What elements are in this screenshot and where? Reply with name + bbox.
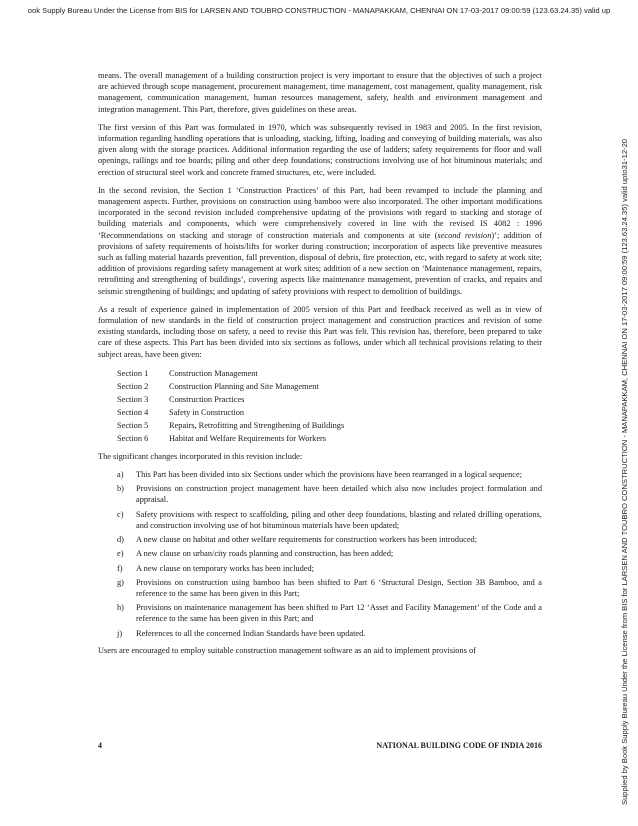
section-row [117, 406, 542, 419]
paragraph-second-revision [98, 185, 542, 297]
italic-second-revision: second revision [437, 230, 492, 240]
page-number: 4 [98, 741, 102, 750]
section-number: Section 6 [117, 433, 149, 443]
change-item [98, 577, 542, 599]
paragraph-second-revision-part2: )’; addition of provisions of safety requirements of hoists/lifts for worker during construction; incorporation of aspects like preventive measures such as falling material hazards prevention, fall prevention, disposal of debris, fire protection, etc, with regard to safety at work site; addition of provisions regarding safety management at work sites; addition of a new section on ‘Maintenance management, repairs, retrofitting and strengthening of buildings’, covering aspects like maintenance management, prevention of cracks, and repairs and seismic strengthening of buildings; and updating of safety provisions with respect to demolition of buildings. [98, 230, 543, 296]
document-title: NATIONAL BUILDING CODE OF INDIA 2016 [376, 741, 542, 750]
section-number: Section 1 [117, 368, 149, 378]
change-letter: e) [117, 549, 124, 559]
change-text: Provisions on maintenance management has been shifted to Part 12 ‘Asset and Facility Management’ of the Code and a reference to the same has been given in this Part; and [136, 603, 542, 624]
change-item [98, 602, 542, 624]
paragraph-second-revision-part1: In the second revision, the Section 1 ‘Construction Practices’ of this Part, had been revamped to include the planning and management aspects. Further, provisions on construction using bamboo were also incorporated. The other important modifications incorporated in the second revision included comprehensive updating of the provisions with regard to stacking and storage of building materials and components, which were comprehensively covered in line with the revised IS 4082 : 1996 ‘Recommendations on stacking and storage of construction materials and components at site ( [98, 185, 542, 240]
change-item [98, 509, 542, 531]
paragraph-software-note: Users are encouraged to employ suitable construction management software as an aid to implement provisions of [98, 645, 476, 655]
change-item [98, 563, 542, 574]
section-number: Section 3 [117, 394, 149, 404]
change-text: Provisions on construction using bamboo has been shifted to Part 6 ‘Structural Design, Section 3B Bamboo, and a reference to the same has been given in this Part; [136, 577, 542, 598]
change-item [98, 534, 542, 545]
changes-list [98, 469, 542, 639]
change-letter: h) [117, 603, 124, 613]
change-item [98, 483, 542, 505]
change-text: This Part has been divided into six Sections under which the provisions have been rearranged in a logical sequence; [136, 470, 523, 480]
change-letter: a) [117, 470, 124, 480]
paragraph-first-version: The first version of this Part was formulated in 1970, which was subsequently revised in 1983 and 2005. In the first revision, information regarding handling operations that is unloading, stacking, lifting, loading and conveying of building materials, was also given along with the storage practices. Additional information regarding the use of ladders; safety requirements for floor and wall openings, railings and toe boards; piling and other deep foundations; constructions involving use of hot bituminous materials; and erection of structural steel work and concrete framed structures, etc, were included. [98, 122, 542, 177]
section-title: Construction Management [169, 368, 258, 378]
page-body [98, 70, 542, 663]
change-letter: g) [117, 577, 124, 587]
paragraph-current-revision: As a result of experience gained in implementation of 2005 version of this Part and feedback received as well as in view of formulation of new standards in the field of construction project management and construction practices and revision of some existing standards, including those on safety, a need to revise this Part was felt. This revision has, therefore, been prepared to take care of these aspects. This Part has been divided into six sections as follows, under which all technical provisions relating to their subject areas, have been given: [98, 304, 542, 359]
change-letter: f) [117, 563, 123, 573]
section-title: Habitat and Welfare Requirements for Workers [169, 433, 327, 443]
section-row [117, 367, 542, 380]
change-text: References to all the concerned Indian Standards have been updated. [136, 628, 366, 638]
section-number: Section 4 [117, 407, 149, 417]
section-title: Construction Practices [169, 394, 245, 404]
license-watermark-top: ook Supply Bureau Under the License from BIS for LARSEN AND TOUBRO CONSTRUCTION - MANAPAKKAM, CHENNAI ON 17-03-2017 09:00:59 (123.63.24.35) valid up [27, 6, 611, 15]
section-title: Safety in Construction [169, 407, 245, 417]
paragraph-changes-intro: The significant changes incorporated in this revision include: [98, 451, 303, 461]
paragraph-management-intro: means. The overall management of a building construction project is very important to ensure that the objectives of such a project are achieved through scope management, procurement management, time management, cost management, quality management, risk management, communication management, human resources management, safety, health and environment management and integration management. This Part, therefore, gives guidelines on these areas. [98, 71, 542, 114]
change-text: Provisions on construction project management have been detailed which also now includes project formulation and appraisal. [136, 484, 542, 505]
change-text: A new clause on temporary works has been included; [136, 563, 314, 573]
section-title: Repairs, Retrofitting and Strengthening of Buildings [169, 420, 345, 430]
page-footer [98, 741, 542, 750]
change-letter: b) [117, 484, 124, 494]
change-letter: d) [117, 535, 124, 545]
section-list [117, 367, 542, 445]
change-item [98, 628, 542, 639]
change-item [98, 548, 542, 559]
section-row [117, 419, 542, 432]
section-number: Section 5 [117, 420, 149, 430]
change-text: A new clause on habitat and other welfare requirements for construction workers has been introduced; [136, 535, 478, 545]
change-letter: c) [117, 509, 124, 519]
section-row [117, 432, 542, 445]
change-text: A new clause on urban/city roads planning and construction, has been added; [136, 549, 394, 559]
section-title: Construction Planning and Site Management [169, 381, 319, 391]
section-row [117, 380, 542, 393]
change-text: Safety provisions with respect to scaffolding, piling and other deep foundations, blasting and related drilling operations, and construction involving use of hot bituminous materials have been updated; [136, 509, 542, 530]
change-letter: j) [117, 628, 123, 638]
license-watermark-side: Supplied by Book Supply Bureau Under the License from BIS for LARSEN AND TOUBRO CONSTRUCTION - MANAPAKKAM, CHENNAI ON 17-03-2017 09:00:59 (123.63.24.35) valid upto31-12-20 [620, 138, 629, 805]
change-item [98, 469, 542, 480]
section-number: Section 2 [117, 381, 149, 391]
section-row [117, 393, 542, 406]
